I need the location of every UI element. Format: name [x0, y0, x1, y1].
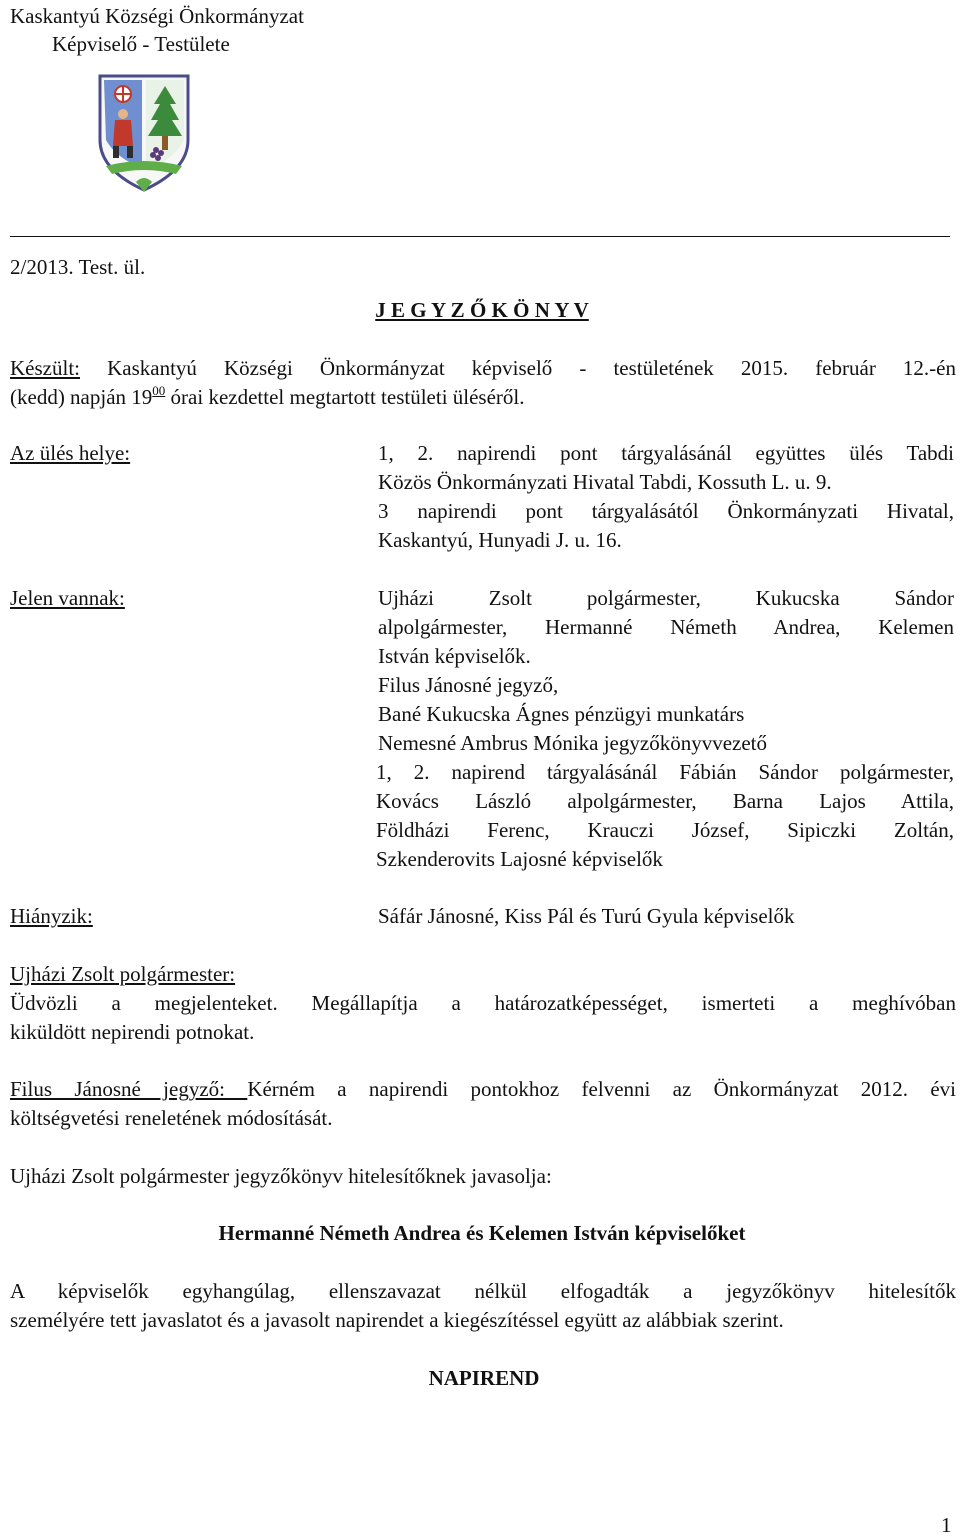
mayor-line-1: Üdvözli a megjelenteket. Megállapítja a határozatképességet, ismerteti a meghívóban — [10, 991, 956, 1015]
venue-line-2: Közös Önkormányzati Hivatal Tabdi, Kossuth L. u. 9. — [378, 470, 832, 494]
acceptance-line-1: A képviselők egyhangúlag, ellenszavazat nélkül elfogadták a jegyzőkönyv hitelesítők — [10, 1279, 956, 1303]
intro-label: Készült: — [10, 356, 80, 380]
present-line-6: Nemesné Ambrus Mónika jegyzőkönyvvezető — [378, 731, 767, 755]
absent-text: Sáfár Jánosné, Kiss Pál és Turú Gyula képviselők — [378, 904, 795, 928]
venue-line-4: Kaskantyú, Hunyadi J. u. 16. — [378, 528, 622, 552]
present-label: Jelen vannak: — [10, 586, 125, 610]
proposal-names: Hermanné Németh Andrea és Kelemen István képviselőket — [218, 1221, 746, 1245]
venue-line-3: 3 napirendi pont tárgyalásától Önkormányzati Hivatal, — [378, 499, 954, 523]
coat-of-arms-icon — [96, 70, 192, 194]
intro-time-sup: 00 — [152, 383, 166, 398]
intro-line-1 — [10, 354, 956, 383]
notary-line-2: költségvetési reneletének módosítását. — [10, 1106, 333, 1130]
mayor-line-2: kiküldött nepirendi potnokat. — [10, 1020, 255, 1044]
header-rule — [10, 236, 950, 237]
proposal-text: Ujházi Zsolt polgármester jegyzőkönyv hitelesítőknek javasolja: — [10, 1164, 552, 1188]
present-line-8: Kovács László alpolgármester, Barna Lajos Attila, — [376, 789, 954, 813]
page-number: 1 — [941, 1513, 952, 1537]
present-line-4: Filus Jánosné jegyző, — [378, 673, 559, 697]
absent-label: Hiányzik: — [10, 904, 93, 928]
doc-number: 2/2013. Test. ül. — [10, 255, 146, 279]
notary-text-1: Kérném a napirendi pontokhoz felvenni az Önkormányzat 2012. évi — [247, 1077, 956, 1101]
intro-text-a: Kaskantyú Községi Önkormányzat képviselő - testületének 2015. február 12.-én — [79, 356, 956, 380]
intro-text-b-pre: (kedd) napján 19 — [10, 385, 153, 409]
doc-title: J E G Y Z Ő K Ö N Y V — [375, 298, 589, 322]
present-line-7: 1, 2. napirend tárgyalásánál Fábián Sándor polgármester, — [376, 760, 954, 784]
venue-label: Az ülés helye: — [10, 441, 131, 465]
agenda-title: NAPIREND — [428, 1366, 540, 1390]
venue-line-1: 1, 2. napirendi pont tárgyalásánál együttes ülés Tabdi — [378, 441, 954, 465]
present-line-3: István képviselők. — [378, 644, 531, 668]
mayor-label: Ujházi Zsolt polgármester: — [10, 962, 236, 986]
intro-line-2 — [10, 383, 525, 412]
org-name: Kaskantyú Községi Önkormányzat — [10, 4, 304, 28]
intro-text-b-post: órai kezdettel megtartott testületi üléséről. — [165, 385, 525, 409]
present-line-9: Földházi Ferenc, Krauczi József, Sipiczki Zoltán, — [376, 818, 954, 842]
present-line-10: Szkenderovits Lajosné képviselők — [376, 847, 663, 871]
present-line-1: Ujházi Zsolt polgármester, Kukucska Sándor — [378, 586, 954, 610]
acceptance-line-2: személyére tett javaslatot és a javasolt napirendet a kiegészítéssel együtt az alábbiak szerint. — [10, 1308, 784, 1332]
notary-label: Filus Jánosné jegyző: — [10, 1077, 248, 1101]
notary-line-1 — [10, 1075, 956, 1104]
present-line-5: Bané Kukucska Ágnes pénzügyi munkatárs — [378, 702, 745, 726]
org-body: Képviselő - Testülete — [52, 32, 230, 56]
present-line-2: alpolgármester, Hermanné Németh Andrea, Kelemen — [378, 615, 954, 639]
